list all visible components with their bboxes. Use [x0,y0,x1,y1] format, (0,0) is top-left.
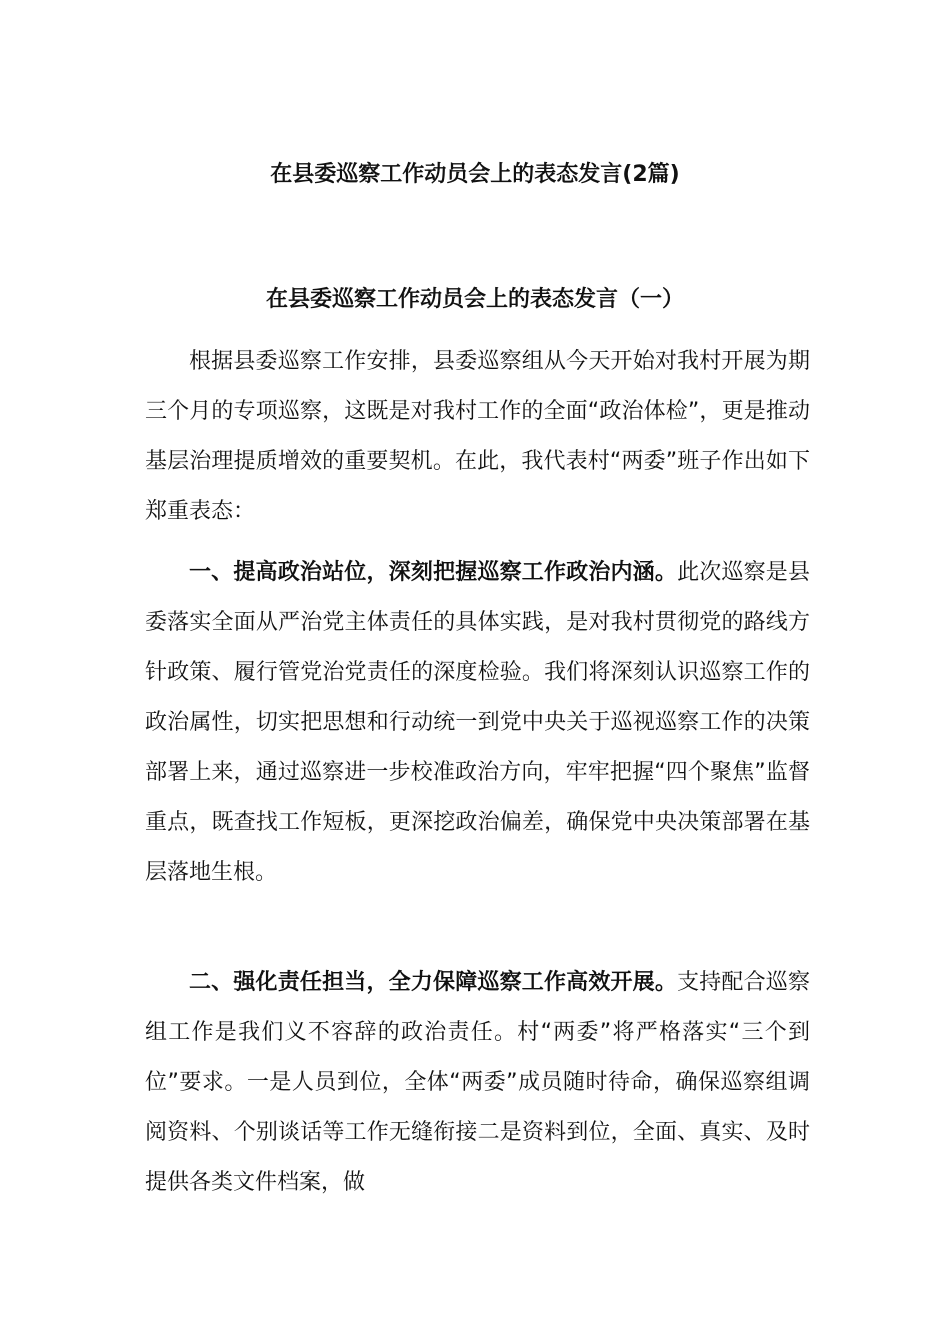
paragraph-point-one [145,548,810,898]
document-title: 在县委巡察工作动员会上的表态发言(2篇) [270,162,680,187]
paragraph-point-two [145,958,810,1208]
paragraph-lead: 二、强化责任担当，全力保障巡察工作高效开展。 [189,970,678,995]
paragraph-lead: 一、提高政治站位，深刻把握巡察工作政治内涵。 [189,560,678,585]
paragraph-text: 支持配合巡察组工作是我们义不容辞的政治责任。村“两委”将严格落实“三个到位”要求。一是人员到位，全体“两委”成员随时待命，确保巡察组调阅资料、个别谈话等工作无缝衔接二是资料到位，全面、真实、及时提供各类文件档案，做 [145,970,810,1195]
paragraph-text: 根据县委巡察工作安排，县委巡察组从今天开始对我村开展为期三个月的专项巡察，这既是对我村工作的全面“政治体检”，更是推动基层治理提质增效的重要契机。在此，我代表村“两委”班子作出如下郑重表态： [145,349,810,524]
section-title: 在县委巡察工作动员会上的表态发言（一） [265,287,684,312]
paragraph-text: 此次巡察是县委落实全面从严治党主体责任的具体实践，是对我村贯彻党的路线方针政策、履行管党治党责任的深度检验。我们将深刻认识巡察工作的政治属性，切实把思想和行动统一到党中央关于巡视巡察工作的决策部署上来，通过巡察进一步校准政治方向，牢牢把握“四个聚焦”监督重点，既查找工作短板，更深挖政治偏差，确保党中央决策部署在基层落地生根。 [145,560,810,885]
paragraph-intro [145,337,810,537]
